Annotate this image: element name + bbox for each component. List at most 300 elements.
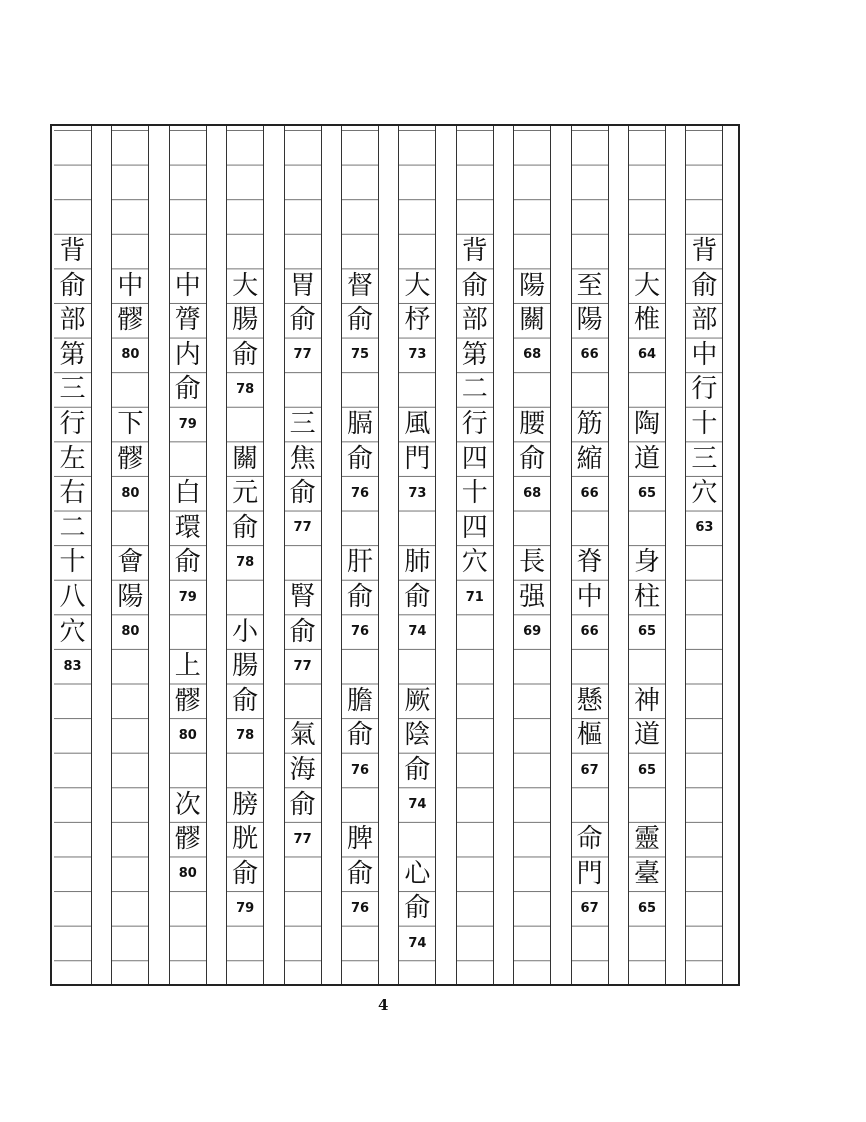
glyph-cell [399,753,435,788]
glyph-text: 十 [59,547,86,578]
page-ref-text: 75 [350,347,370,363]
glyph-cell [54,614,91,649]
text-column [54,126,92,984]
glyph-text: 俞 [289,789,316,820]
glyph-cell [54,338,91,373]
glyph-text: 俞 [346,858,373,889]
page-reference-number [285,338,321,373]
glyph-cell [399,891,435,926]
page-reference-number [170,718,206,753]
glyph-cell [399,718,435,753]
glyph-text: 俞 [232,685,259,716]
glyph-text: 中 [117,270,144,301]
glyph-cell [112,545,148,580]
glyph-cell [457,545,493,580]
page-reference-number [629,338,665,373]
glyph-cell [629,684,665,719]
glyph-cell [54,372,91,407]
glyph-cell [572,822,608,857]
glyph-text: 内 [174,339,201,370]
glyph-cell [227,476,263,511]
glyph-text: 腎 [289,582,316,613]
page-ref-text: 67 [580,900,599,916]
glyph-cell [399,303,435,338]
glyph-cell [170,684,206,719]
glyph-cell [342,441,378,476]
page-ref-text: 67 [580,762,599,778]
page-ref-text: 79 [236,900,255,916]
glyph-text: 第 [461,339,488,370]
glyph-text: 命 [576,824,603,855]
page-reference-number [686,511,722,546]
glyph-text: 左 [59,443,86,474]
text-column [685,126,723,984]
glyph-text: 心 [404,858,431,889]
glyph-cell [285,787,321,822]
glyph-cell [54,303,91,338]
glyph-text: 俞 [519,443,546,474]
glyph-text: 部 [59,305,86,336]
glyph-text: 二 [59,512,86,543]
glyph-cell [54,476,91,511]
glyph-text: 樞 [576,720,603,751]
glyph-cell [227,441,263,476]
glyph-text: 環 [174,512,201,543]
glyph-cell [629,268,665,303]
glyph-cell [285,303,321,338]
page-reference-number [572,476,608,511]
glyph-cell [629,303,665,338]
glyph-text: 俞 [232,858,259,889]
glyph-cell [629,857,665,892]
glyph-cell [342,684,378,719]
glyph-text: 門 [404,443,431,474]
glyph-cell [112,441,148,476]
page-number: 4 [378,996,389,1014]
glyph-text: 俞 [232,512,259,543]
page-reference-number [572,891,608,926]
page-ref-text: 68 [523,485,542,501]
glyph-cell [342,545,378,580]
glyph-cell [399,268,435,303]
page-ref-text: 66 [580,624,599,640]
glyph-text: 右 [59,478,86,509]
glyph-text: 焦 [289,443,316,474]
glyph-text: 肝 [346,547,373,578]
glyph-text: 縮 [576,443,603,474]
glyph-cell [686,372,722,407]
glyph-cell [227,614,263,649]
glyph-cell [572,857,608,892]
page-ref-text: 74 [408,624,427,640]
page-ref-text: 74 [408,935,427,951]
glyph-text: 元 [232,478,259,509]
page-ref-text: 73 [408,347,427,363]
glyph-text: 膈 [346,409,373,440]
glyph-cell [629,580,665,615]
glyph-text: 肺 [404,547,431,578]
page-ref-text: 65 [637,900,657,916]
page-reference-number [285,822,321,857]
glyph-cell [170,303,206,338]
page-reference-number [572,753,608,788]
glyph-text: 長 [519,547,546,578]
page-ref-text: 73 [408,485,427,501]
glyph-text: 胱 [232,824,259,855]
glyph-text: 次 [174,789,201,820]
glyph-text: 俞 [174,374,201,405]
page-reference-number [112,614,148,649]
page-ref-text: 66 [580,485,599,501]
glyph-text: 髎 [174,685,201,716]
glyph-cell [170,372,206,407]
page-ref-text: 79 [178,416,197,432]
glyph-text: 四 [461,443,488,474]
glyph-cell [399,580,435,615]
page-reference-number [629,614,665,649]
glyph-cell [54,580,91,615]
glyph-cell [572,407,608,442]
page-ref-text: 74 [408,797,427,813]
glyph-text: 道 [633,443,660,474]
page-reference-number [227,545,263,580]
page-ref-text: 65 [637,762,657,778]
glyph-cell [227,338,263,373]
glyph-text: 脊 [576,547,603,578]
glyph-cell [629,822,665,857]
glyph-cell [572,718,608,753]
glyph-text: 俞 [289,305,316,336]
page-ref-text: 78 [236,727,255,743]
glyph-text: 小 [232,616,259,647]
glyph-text: 穴 [691,478,718,509]
page-ref-text: 77 [293,347,312,363]
glyph-text: 俞 [59,270,86,301]
page-reference-number [399,338,435,373]
page-ref-text: 65 [637,485,657,501]
glyph-cell [170,511,206,546]
glyph-text: 俞 [691,270,718,301]
glyph-cell [629,441,665,476]
page-ref-text: 76 [350,624,370,640]
glyph-text: 俞 [404,893,431,924]
glyph-text: 穴 [59,616,86,647]
glyph-text: 胃 [289,270,316,301]
glyph-cell [170,268,206,303]
glyph-text: 膽 [346,685,373,716]
glyph-text: 厥 [404,685,431,716]
glyph-text: 椎 [633,305,660,336]
glyph-text: 杼 [404,305,431,336]
page-ref-text: 64 [637,347,657,363]
glyph-text: 行 [59,409,86,440]
page-reference-number [514,476,550,511]
glyph-cell [457,476,493,511]
glyph-cell [342,718,378,753]
page-ref-text: 80 [121,485,140,501]
glyph-text: 大 [232,270,259,301]
glyph-cell [629,407,665,442]
glyph-cell [514,407,550,442]
text-column [111,126,149,984]
glyph-cell [686,303,722,338]
page-reference-number [629,891,665,926]
glyph-text: 俞 [404,755,431,786]
glyph-text: 髎 [117,443,144,474]
glyph-cell [514,441,550,476]
glyph-text: 門 [576,858,603,889]
glyph-text: 中 [174,270,201,301]
text-column [284,126,322,984]
glyph-text: 關 [519,305,546,336]
ruled-sheet [50,124,740,986]
glyph-cell [686,234,722,269]
glyph-cell [686,407,722,442]
glyph-text: 膀 [232,789,259,820]
page-reference-number [342,338,378,373]
page-reference-number [514,338,550,373]
glyph-text: 行 [461,409,488,440]
glyph-cell [514,268,550,303]
glyph-cell [399,545,435,580]
glyph-text: 俞 [289,616,316,647]
glyph-cell [227,649,263,684]
glyph-text: 四 [461,512,488,543]
glyph-cell [54,407,91,442]
glyph-text: 陶 [633,409,660,440]
glyph-text: 腸 [232,651,259,682]
glyph-cell [572,580,608,615]
page-reference-number [285,649,321,684]
glyph-text: 下 [117,409,144,440]
glyph-text: 臺 [633,858,660,889]
glyph-cell [54,441,91,476]
glyph-text: 三 [289,409,316,440]
glyph-cell [342,822,378,857]
page-ref-text: 83 [63,658,82,674]
glyph-text: 强 [519,582,546,613]
page-ref-text: 63 [695,520,714,536]
glyph-cell [227,303,263,338]
page-reference-number [112,338,148,373]
glyph-text: 俞 [346,582,373,613]
glyph-cell [629,718,665,753]
page-reference-number [342,476,378,511]
glyph-cell [457,372,493,407]
page-ref-text: 77 [293,658,312,674]
glyph-cell [170,545,206,580]
glyph-cell [342,857,378,892]
glyph-text: 靈 [633,824,660,855]
glyph-text: 俞 [232,339,259,370]
glyph-text: 陰 [404,720,431,751]
glyph-text: 中 [691,339,718,370]
glyph-text: 第 [59,339,86,370]
text-column [628,126,666,984]
glyph-text: 俞 [289,478,316,509]
glyph-cell [170,822,206,857]
glyph-cell [686,338,722,373]
page-ref-text: 79 [178,589,197,605]
glyph-text: 氣 [289,720,316,751]
glyph-text: 懸 [576,685,603,716]
text-column [571,126,609,984]
glyph-cell [342,268,378,303]
page-ref-text: 68 [523,347,542,363]
glyph-cell [170,787,206,822]
glyph-text: 腰 [519,409,546,440]
glyph-cell [457,511,493,546]
glyph-cell [342,580,378,615]
glyph-text: 筋 [576,409,603,440]
page-reference-number [54,649,91,684]
glyph-text: 大 [633,270,660,301]
glyph-cell [342,303,378,338]
glyph-text: 俞 [461,270,488,301]
glyph-cell [285,407,321,442]
glyph-cell [399,407,435,442]
page-reference-number [399,476,435,511]
glyph-text: 俞 [404,582,431,613]
page-ref-text: 65 [637,624,657,640]
glyph-text: 部 [691,305,718,336]
glyph-text: 柱 [633,582,660,613]
glyph-text: 督 [346,270,373,301]
glyph-cell [285,476,321,511]
page-reference-number [457,580,493,615]
glyph-cell [170,476,206,511]
glyph-text: 俞 [174,547,201,578]
glyph-text: 背 [461,236,488,267]
page-reference-number [342,891,378,926]
page-ref-text: 78 [236,381,255,397]
glyph-cell [227,787,263,822]
glyph-text: 陽 [519,270,546,301]
glyph-text: 十 [461,478,488,509]
page-reference-number [342,753,378,788]
glyph-cell [285,753,321,788]
glyph-cell [342,407,378,442]
page-reference-number [572,338,608,373]
glyph-text: 俞 [346,305,373,336]
glyph-text: 十 [691,409,718,440]
glyph-text: 白 [174,478,201,509]
glyph-cell [54,234,91,269]
page-ref-text: 76 [350,762,370,778]
glyph-cell [686,268,722,303]
glyph-text: 海 [289,755,316,786]
glyph-text: 腸 [232,305,259,336]
glyph-cell [112,580,148,615]
glyph-cell [399,684,435,719]
text-column [513,126,551,984]
glyph-text: 陽 [576,305,603,336]
glyph-cell [54,545,91,580]
glyph-text: 髎 [174,824,201,855]
page-ref-text: 77 [293,831,312,847]
glyph-text: 八 [59,582,86,613]
page-ref-text: 80 [178,727,197,743]
glyph-cell [285,614,321,649]
glyph-text: 三 [691,443,718,474]
glyph-text: 背 [59,236,86,267]
glyph-cell [572,268,608,303]
glyph-text: 膂 [174,305,201,336]
glyph-text: 神 [633,685,660,716]
glyph-text: 風 [404,409,431,440]
text-column [341,126,379,984]
glyph-cell [285,268,321,303]
page-ref-text: 77 [293,520,312,536]
glyph-cell [457,407,493,442]
glyph-text: 身 [633,547,660,578]
glyph-cell [54,511,91,546]
glyph-text: 道 [633,720,660,751]
glyph-cell [514,545,550,580]
text-column [456,126,494,984]
glyph-text: 穴 [461,547,488,578]
page-reference-number [227,718,263,753]
glyph-text: 陽 [117,582,144,613]
glyph-text: 上 [174,651,201,682]
page-reference-number [170,407,206,442]
glyph-cell [572,545,608,580]
page-reference-number [342,614,378,649]
glyph-text: 部 [461,305,488,336]
glyph-cell [227,684,263,719]
glyph-text: 背 [691,236,718,267]
glyph-cell [457,268,493,303]
glyph-text: 會 [117,547,144,578]
glyph-text: 脾 [346,824,373,855]
glyph-cell [112,407,148,442]
page-reference-number [399,614,435,649]
glyph-cell [227,268,263,303]
page-reference-number [629,753,665,788]
glyph-cell [227,822,263,857]
glyph-text: 俞 [346,720,373,751]
page-reference-number [514,614,550,649]
glyph-cell [572,684,608,719]
page-ref-text: 66 [580,347,599,363]
glyph-cell [227,857,263,892]
glyph-text: 髎 [117,305,144,336]
page-reference-number [227,891,263,926]
glyph-cell [399,857,435,892]
glyph-text: 大 [404,270,431,301]
glyph-cell [686,476,722,511]
page-ref-text: 80 [121,624,140,640]
glyph-text: 行 [691,374,718,405]
glyph-text: 三 [59,374,86,405]
glyph-cell [227,511,263,546]
glyph-cell [457,441,493,476]
page-ref-text: 76 [350,485,370,501]
page-ref-text: 76 [350,900,370,916]
glyph-cell [170,649,206,684]
page-reference-number [399,787,435,822]
glyph-text: 關 [232,443,259,474]
glyph-cell [399,441,435,476]
page-ref-text: 80 [178,866,197,882]
glyph-text: 至 [576,270,603,301]
page-reference-number [285,511,321,546]
page-reference-number [170,857,206,892]
page-reference-number [572,614,608,649]
page-reference-number [170,580,206,615]
page-ref-text: 78 [236,554,255,570]
glyph-cell [285,441,321,476]
